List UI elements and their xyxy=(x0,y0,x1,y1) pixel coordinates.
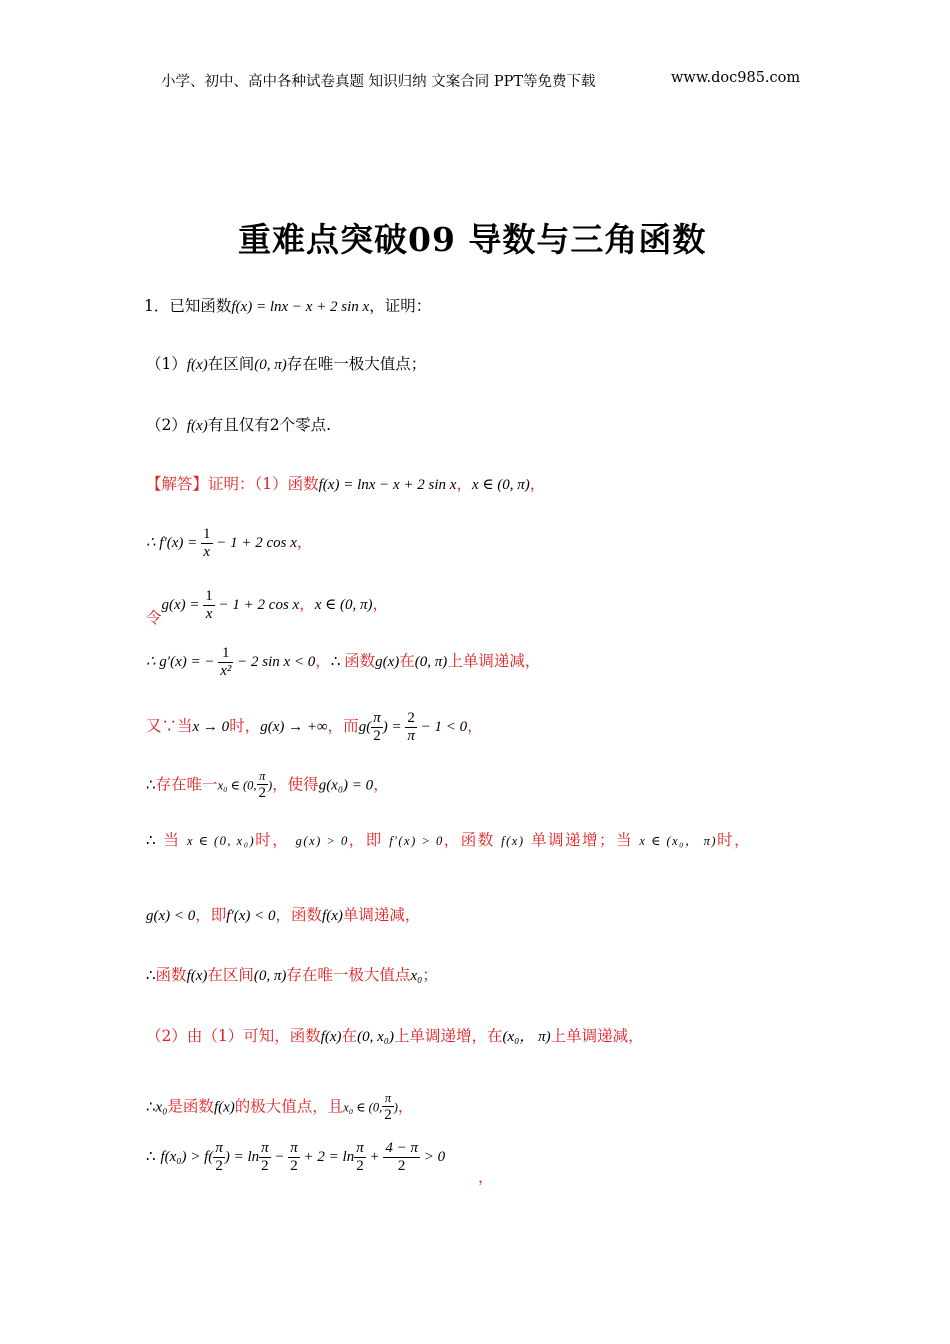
solution-line-7: ∴ 当 x ∈ (0, x₀)时， g(x) > 0，即 f′(x) > 0，函数 f(x) 单调递增；当 x ∈ (x₀， π)时， xyxy=(146,831,752,849)
solution-line-5: 又∵当x → 0时，g(x) → +∞，而g( $\frac{\pi}{2}$ ) = $\frac{2}{\pi}$ − 1 < 0， xyxy=(146,710,483,744)
problem-part-2: （2）f(x)有且仅有2个零点. xyxy=(146,416,331,434)
site-header-url[interactable]: www.doc985.com xyxy=(671,70,801,86)
solution-line-12-end: ， xyxy=(478,1168,494,1186)
solution-line-4: ∴ g′(x) = − $\frac{1}{\text{x²}}$ − 2 sin x < 0，∴ 函数g(x)在(0, π)上单调递减， xyxy=(146,645,541,679)
problem-part-1: （1）f(x)在区间(0, π)存在唯一极大值点； xyxy=(146,355,427,373)
page-title: 重难点突破09 导数与三角函数 xyxy=(238,220,707,259)
solution-line-10: （2）由（1）可知，函数f(x)在(0, x₀)上单调递增，在(x₀， π)上单调递减， xyxy=(146,1027,644,1045)
solution-line-11: ∴x₀是函数f(x)的极大值点，且x₀ ∈ (0, $\frac{\pi}{2}$ )， xyxy=(146,1091,414,1123)
solution-line-2: ∴ f′(x) = $\frac{1}{x}$ − 1 + 2 cos x， xyxy=(146,526,313,560)
problem-intro: 1．已知函数f(x) = lnx − x + 2 sin x，证明： xyxy=(144,297,432,315)
solution-line-8: g(x) < 0，即f′(x) < 0，函数f(x)单调递减， xyxy=(146,906,421,924)
solution-line-1: 【解答】证明：（1）函数f(x) = lnx − x + 2 sin x，x ∈ (0, π)， xyxy=(146,475,546,493)
solution-line-3: 令g(x) = $\frac{1}{x}$ − 1 + 2 cos x，x ∈ (0, π)， xyxy=(146,588,389,627)
solution-line-9: ∴函数f(x)在区间(0, π)存在唯一极大值点x₀； xyxy=(146,966,438,984)
solution-line-12: ∴ f(x₀) > f( $\frac{\pi}{2}$ ) = ln $\frac{\pi}{2}$ − $\frac{\pi}{2}$ + 2 = ln $\frac{\pi}{2}$ + $\frac{4 - \pi}{2}$ > 0 xyxy=(146,1140,446,1174)
solution-line-6: ∴存在唯一x₀ ∈ (0, $\frac{\pi}{2}$ )，使得g(x₀) = 0， xyxy=(146,769,389,801)
site-header-text: 小学、初中、高中各种试卷真题 知识归纳 文案合同 PPT等免费下载 xyxy=(161,74,596,90)
